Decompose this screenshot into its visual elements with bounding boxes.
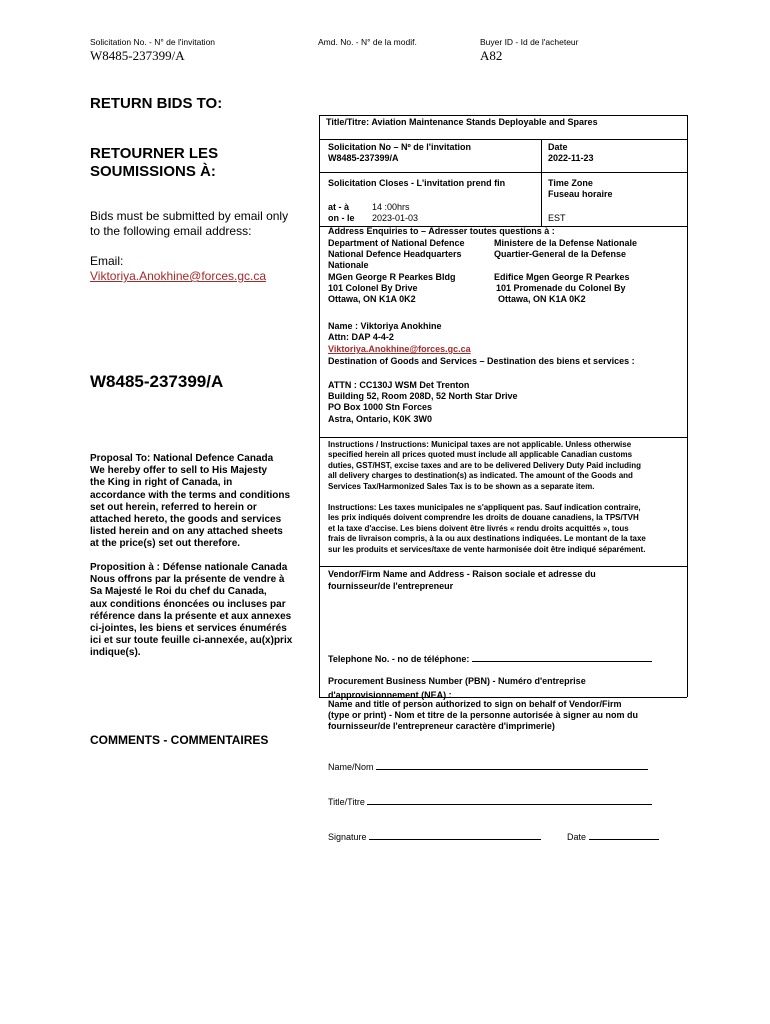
enquiries-title: Address Enquiries to – Adresser toutes questions à : xyxy=(328,226,555,236)
contact-name: Name : Viktoriya Anokhine xyxy=(328,321,442,331)
solicitation-no-value: W8485-237399/A xyxy=(90,48,185,63)
email-label: Email: xyxy=(90,254,124,268)
amd-no-label: Amd. No. - N° de la modif. xyxy=(318,37,417,47)
instructions-en: Instructions / Instructions: Municipal taxes are not applicable. Unless otherwise specified herein all prices quoted must include all applicable Canadian customs duties, GST/HST, excise taxes and are to be delivered Delivery Duty Paid including all delivery charges to destination(s) as indicated. The amount of the Goods and Services Tax/Harmonized Sales Tax is to be shown as a separate item. xyxy=(328,440,641,491)
title-titre-field[interactable]: Title/Titre xyxy=(328,795,652,808)
retourner-heading-2: SOUMISSIONS À: xyxy=(90,163,216,180)
signature-date-field[interactable]: Date xyxy=(567,830,659,843)
authorized-person-label: Name and title of person authorized to sign on behalf of Vendor/Firm (type or print) - Nom et titre de la personne autorisée à signer au nom du fournisseur/de l'entrepreneur caractère d'imprimerie) xyxy=(328,699,639,732)
return-email-link[interactable]: Viktoriya.Anokhine@forces.gc.ca xyxy=(90,269,267,283)
buyer-id-value: A82 xyxy=(480,48,503,63)
name-nom-field[interactable]: Name/Nom xyxy=(328,760,648,773)
vendor-title-2: fournisseur/de l'entrepreneur xyxy=(328,581,454,591)
contact-email-link[interactable]: Viktoriya.Anokhine@forces.gc.ca xyxy=(328,344,471,354)
title-line: Title/Titre: Aviation Maintenance Stands Deployable and Spares xyxy=(326,117,598,127)
retourner-heading-1: RETOURNER LES xyxy=(90,145,219,162)
email-note-1: Bids must be submitted by email only xyxy=(90,209,289,223)
proposal-fr: Proposition à : Défense nationale Canada Nous offrons par la présente de vendre à Sa Majesté le Roi du chef du Canada, aux conditions énoncées ou incluses par référence dans la présente et aux annexes ci-jointes, les biens et services énumérés ici et sur toute feuille ci-annexée, au(x)prix indique(s). xyxy=(90,562,293,659)
return-bids-heading: RETURN BIDS TO: xyxy=(90,95,223,112)
proposal-en: Proposal To: National Defence Canada We hereby offer to sell to His Majesty the King in right of Canada, in accordance with the terms and conditions set out herein, referred to herein or attached hereto, the goods and services listed herein and on any attached sheets at the price(s) set out therefore. xyxy=(90,453,291,550)
email-note-2: to the following email address: xyxy=(90,224,252,238)
pbn-label-1: Procurement Business Number (PBN) - Numéro d'entreprise xyxy=(328,676,586,686)
enquiries-address-fr: Ministere de la Defense Nationale Quartier-General de la Defense Edifice Mgen George R Pearkes 101 Promenade du Colonel By Ottawa, ON K1A 0K2 xyxy=(494,238,638,304)
date-label: Date xyxy=(548,142,568,152)
on-value: 2023-01-03 xyxy=(372,213,419,223)
instructions-fr: Instructions: Les taxes municipales ne s'appliquent pas. Sauf indication contraire, les prix indiqués doivent comprendre les droits de douane canadiens, la TPS/TVH et la taxe d'accise. Les biens doivent être livrés « rendu droits acquittés », tous frais de livraison compris, à la ou aux destinations indiquées. Le montant de la taxe sur les produits et services/taxe de vente harmonisée doit être indiqué séparément. xyxy=(328,503,646,554)
telephone-field[interactable]: Telephone No. - no de téléphone: xyxy=(328,652,652,665)
solicitation-no-label: Solicitation No. - N° de l'invitation xyxy=(90,37,216,47)
vendor-title-1: Vendor/Firm Name and Address - Raison sociale et adresse du xyxy=(328,569,596,579)
timezone-label-2: Fuseau horaire xyxy=(548,189,613,199)
pbn-field[interactable]: d'approvisionnement (NEA) : xyxy=(328,688,654,701)
at-label: at - à xyxy=(328,202,350,212)
comments-heading: COMMENTS - COMMENTAIRES xyxy=(90,733,269,747)
destination-address: ATTN : CC130J WSM Det Trenton Building 52, Room 208D, 52 North Star Drive PO Box 1000 Stn Forces Astra, Ontario, K0K 3W0 xyxy=(328,380,518,424)
destination-title: Destination of Goods and Services – Destination des biens et services : xyxy=(328,356,635,366)
signature-field[interactable]: Signature xyxy=(328,830,541,843)
contact-attn: Attn: DAP 4-4-2 xyxy=(328,332,394,342)
sol-no-value: W8485-237399/A xyxy=(328,153,399,163)
timezone-label-1: Time Zone xyxy=(548,178,593,188)
solicitation-big-number: W8485-237399/A xyxy=(90,372,224,391)
at-value: 14 :00hrs xyxy=(372,202,410,212)
enquiries-address-en: Department of National Defence National Defence Headquarters Nationale MGen George R Pearkes Bldg 101 Colonel By Drive Ottawa, ON K1A 0K2 xyxy=(328,238,465,305)
on-label: on - le xyxy=(328,213,355,223)
sol-no-label: Solicitation No – Nº de l'invitation xyxy=(328,142,471,152)
closes-label: Solicitation Closes - L'invitation prend fin xyxy=(328,178,506,188)
timezone-value: EST xyxy=(548,213,566,223)
date-value: 2022-11-23 xyxy=(548,153,594,163)
buyer-id-label: Buyer ID - Id de l'acheteur xyxy=(480,37,579,47)
